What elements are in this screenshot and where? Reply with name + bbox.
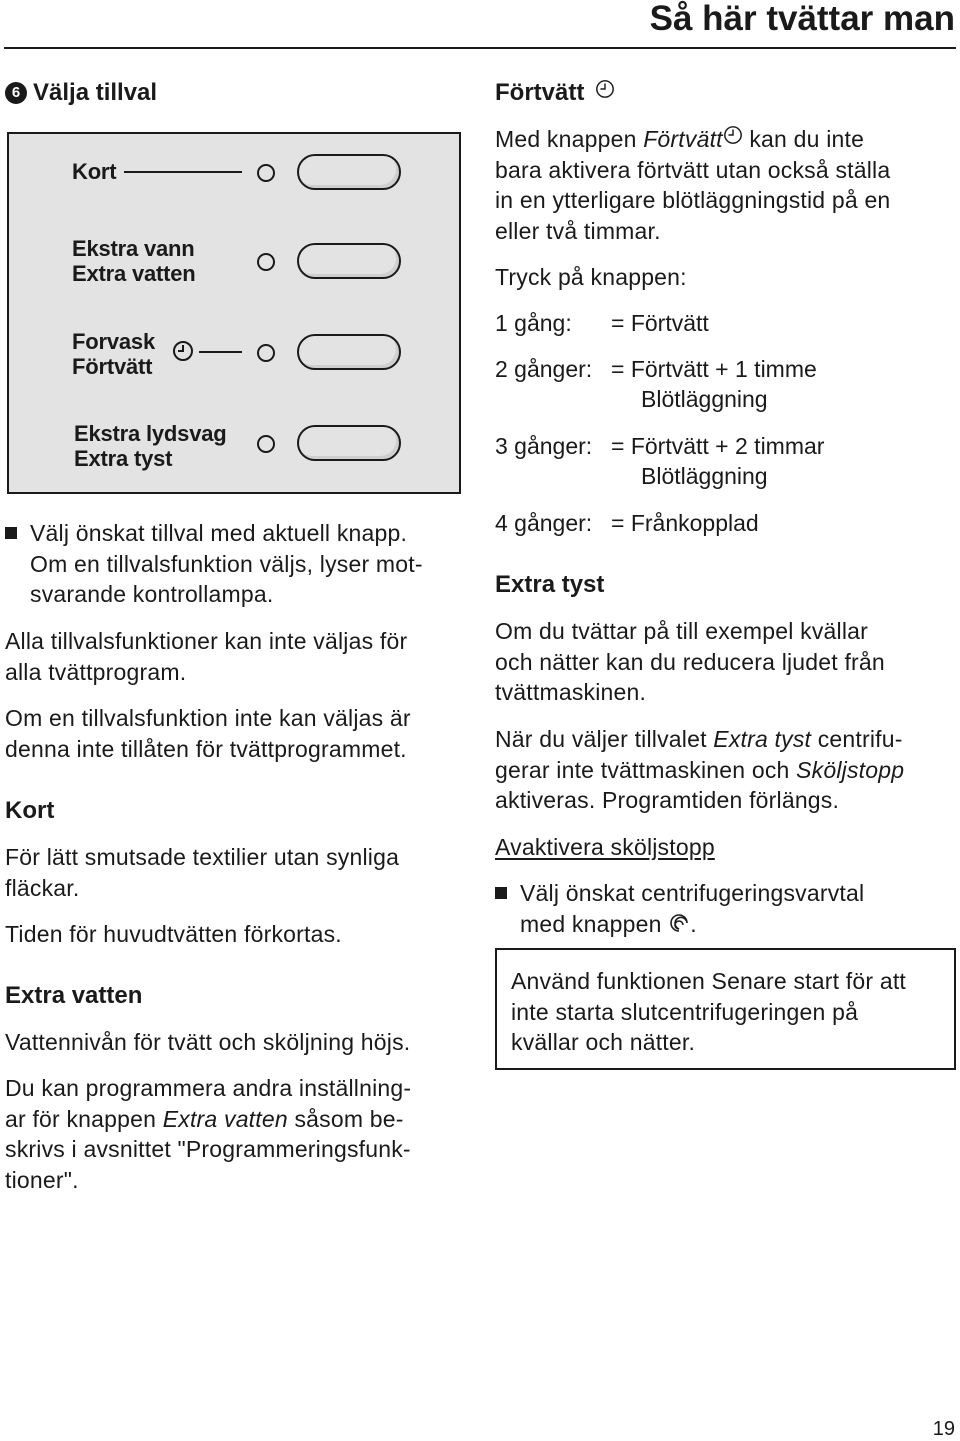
paragraph (5, 626, 407, 687)
text-line (495, 755, 904, 786)
step-heading (5, 78, 157, 108)
text-line: Du kan programmera andra inställning- (5, 1075, 412, 1101)
page-number: 19 (932, 1418, 955, 1440)
panel-label-fortvatt (72, 329, 155, 379)
clock-icon (172, 340, 194, 362)
panel-label-line: Kort (72, 159, 117, 184)
text-line: och nätter kan du reducera ljudet från (495, 648, 885, 675)
text-span: . (690, 910, 697, 937)
bullet-square (5, 527, 17, 539)
text-line: Om du tvättar på till exempel kvällar (495, 618, 868, 644)
step-number-badge (5, 82, 27, 104)
emphasis-text: Sköljstopp (796, 756, 905, 783)
panel-label-kort (72, 159, 116, 184)
text-span: När du väljer tillvalet (495, 726, 707, 752)
panel-label-extra-vatten (72, 236, 196, 286)
panel-label-line: Ekstra lydsvag (74, 421, 227, 446)
panel-label-extra-tyst (74, 421, 227, 471)
text-line (520, 909, 864, 940)
text-line: aktiveras. Programtiden förlängs. (495, 787, 840, 813)
option-panel-illustration (7, 132, 461, 494)
text-line: denna inte tillåten för tvättprogrammet. (5, 735, 407, 762)
text-line: Välj önskat centrifugeringsvarvtal (520, 880, 865, 906)
text-line: bara aktivera förtvätt utan också ställa (495, 156, 891, 183)
text-span: ar för knappen (5, 1105, 157, 1132)
press-result: Blötläggning (641, 386, 768, 412)
panel-leader-line (199, 351, 242, 353)
indicator-lamp (257, 344, 275, 362)
panel-label-line: Extra vatten (72, 261, 196, 286)
deactivate-rinse-hold-heading: Avaktivera sköljstopp (495, 834, 715, 860)
text-line (5, 1104, 411, 1135)
paragraph: Tryck på knappen: (495, 264, 687, 290)
text-span: såsom be- (294, 1105, 404, 1132)
panel-leader-line (124, 171, 242, 173)
paragraph: Tiden för huvudtvätten förkortas. (5, 921, 342, 947)
spin-icon (668, 912, 690, 934)
press-count: 1 gång: (495, 310, 572, 336)
note-box (495, 948, 956, 1070)
extra-vatten-heading: Extra vatten (5, 982, 143, 1009)
step-title: Välja tillval (33, 79, 158, 106)
press-result: = Frånkopplad (611, 510, 759, 536)
text-line: svarande kontrollampa. (30, 581, 274, 607)
text-line: Använd funktionen Senare start för att (511, 968, 907, 994)
text-span: med knappen (520, 910, 662, 937)
press-count: 4 gånger: (495, 510, 593, 536)
panel-label-line: Forvask (72, 329, 155, 354)
text-line: eller två timmar. (495, 217, 661, 244)
text-line (495, 124, 955, 155)
text-line: skrivs i avsnittet "Programmeringsfunk- (5, 1136, 411, 1162)
text-line: tvättmaskinen. (495, 679, 647, 705)
page-title: Så här tvättar man (649, 0, 955, 38)
text-line: Välj önskat tillval med aktuell knapp. (30, 520, 408, 546)
paragraph (5, 842, 399, 903)
extra-tyst-heading: Extra tyst (495, 571, 605, 598)
text-line: Alla tillvalsfunktioner kan inte väljas för (5, 628, 408, 654)
extra-vatten-button (297, 243, 401, 279)
select-option-bullet (5, 518, 465, 610)
press-result: = Förtvätt (611, 310, 709, 336)
text-line (495, 724, 904, 755)
text-span: gerar inte tvättmaskinen och (495, 756, 790, 783)
paragraph (495, 616, 885, 708)
paragraph: Vattennivån för tvätt och sköljning höjs. (5, 1029, 411, 1055)
text-span: centrifu- (817, 726, 903, 752)
text-line: tioner". (5, 1166, 79, 1193)
text-line: För lätt smutsade textilier utan synliga (5, 844, 400, 870)
press-result: = Förtvätt + 1 timme (611, 356, 817, 382)
panel-label-line: Ekstra vann (72, 236, 195, 261)
text-span: Med knappen (495, 126, 637, 152)
paragraph (495, 124, 955, 246)
emphasis-text: Extra vatten (162, 1105, 288, 1132)
paragraph (5, 1073, 411, 1195)
text-span: kan du inte (749, 126, 865, 152)
paragraph (5, 703, 411, 764)
press-count: 3 gånger: (495, 433, 593, 459)
fortvatt-button (297, 334, 401, 370)
emphasis-text: Förtvätt (643, 126, 723, 152)
extra-tyst-button (297, 425, 401, 461)
text-line: inte starta slutcentrifugeringen på (511, 998, 859, 1025)
header-rule (4, 47, 956, 49)
press-count: 2 gånger: (495, 356, 593, 382)
press-result: = Förtvätt + 2 timmar (611, 433, 825, 459)
emphasis-text: Extra tyst (713, 726, 812, 752)
indicator-lamp (257, 435, 275, 453)
press-result: Blötläggning (641, 463, 768, 489)
panel-label-line: Förtvätt (72, 354, 153, 379)
text-line: fläckar. (5, 874, 80, 901)
spin-speed-bullet (495, 878, 864, 939)
fortvatt-heading (495, 78, 615, 108)
panel-label-line: Extra tyst (74, 446, 173, 471)
bullet-square (495, 887, 507, 899)
indicator-lamp (257, 253, 275, 271)
kort-heading: Kort (5, 797, 55, 824)
clock-icon (723, 125, 743, 145)
text-line: kvällar och nätter. (511, 1029, 696, 1055)
step-number: 6 (11, 84, 21, 101)
text-line: Om en tillvalsfunktion inte kan väljas är (5, 705, 411, 731)
clock-icon (595, 79, 615, 99)
text-line: alla tvättprogram. (5, 658, 187, 685)
kort-button (297, 154, 401, 190)
text-line: Om en tillvalsfunktion väljs, lyser mot- (30, 550, 423, 577)
heading-text: Förtvätt (495, 79, 585, 106)
paragraph (495, 724, 904, 816)
text-line: in en ytterligare blötläggningstid på en (495, 187, 891, 213)
indicator-lamp (257, 164, 275, 182)
